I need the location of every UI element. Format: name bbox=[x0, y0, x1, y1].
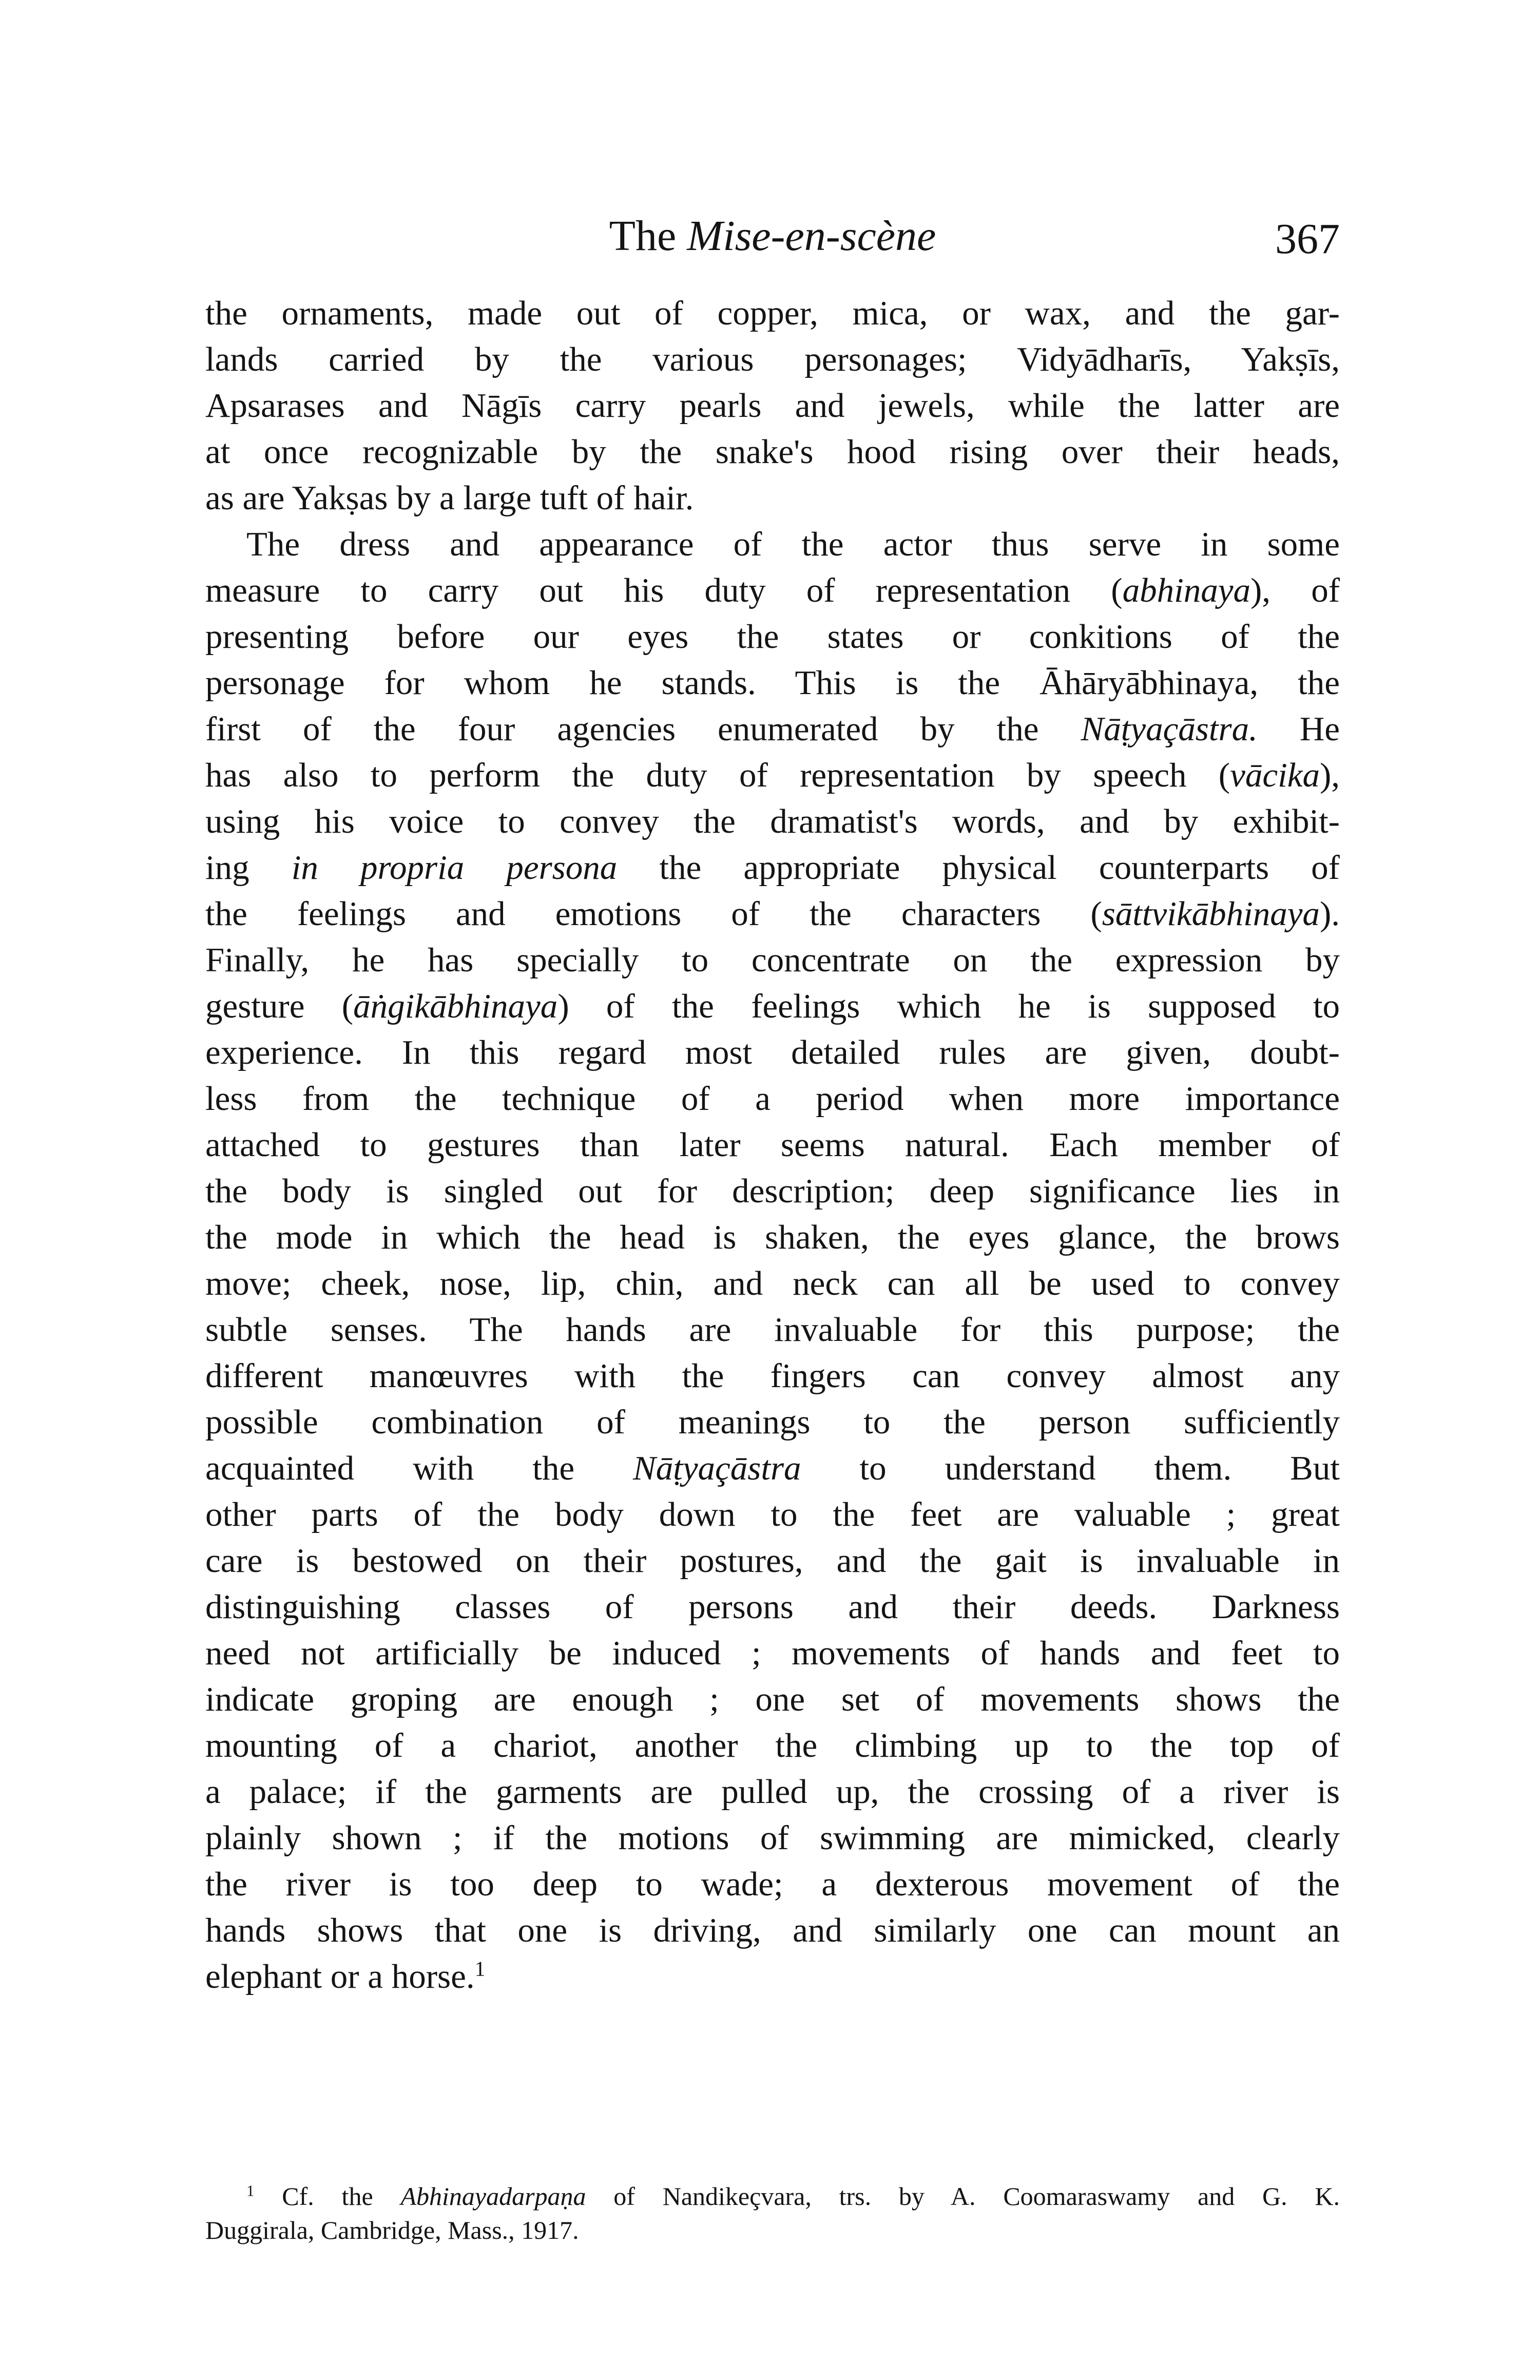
text-line bbox=[205, 521, 1340, 567]
text-run: The dress and appearance of the actor thus serve in some bbox=[246, 525, 1340, 563]
text-line bbox=[205, 706, 1340, 752]
text-line bbox=[205, 1029, 1340, 1076]
text-line bbox=[205, 1953, 1340, 2000]
text-run: plainly shown ; if the motions of swimming are mimicked, clearly bbox=[205, 1819, 1340, 1857]
text-line bbox=[205, 1584, 1340, 1630]
running-title bbox=[205, 205, 1340, 267]
footnote-marker: 1 bbox=[246, 2181, 255, 2200]
text-run: a palace; if the garments are pulled up, the crossing of a river is bbox=[205, 1773, 1340, 1811]
text-run: hands shows that one is driving, and similarly one can mount an bbox=[205, 1911, 1340, 1949]
text-line bbox=[205, 336, 1340, 382]
text-line bbox=[205, 1815, 1340, 1861]
text-line bbox=[205, 798, 1340, 844]
text-run: first of the four agencies enumerated by the bbox=[205, 710, 1081, 748]
italic-term: Abhinayadarpaṇa bbox=[400, 2182, 586, 2211]
text-line bbox=[205, 752, 1340, 798]
text-line bbox=[205, 1861, 1340, 1907]
text-run: of Nandikeçvara, trs. by A. Coomaraswamy and G. K. bbox=[586, 2182, 1340, 2211]
text-run: has also to perform the duty of representation by speech ( bbox=[205, 756, 1230, 794]
text-line bbox=[205, 937, 1340, 983]
text-run: Duggirala, Cambridge, Mass., 1917. bbox=[205, 2216, 579, 2244]
text-run: at once recognizable by the snake's hood rising over their heads, bbox=[205, 433, 1340, 471]
text-line bbox=[205, 613, 1340, 660]
text-run: lands carried by the various personages; Vidyādharīs, Yakṣīs, bbox=[205, 340, 1340, 378]
text-run: acquainted with the bbox=[205, 1449, 633, 1487]
text-line bbox=[205, 1122, 1340, 1168]
page-number: 367 bbox=[1275, 215, 1340, 263]
text-run: indicate groping are enough ; one set of movements shows the bbox=[205, 1680, 1340, 1718]
text-run: ) of the feelings which he is supposed to bbox=[557, 987, 1340, 1025]
text-line bbox=[205, 1168, 1340, 1214]
text-run: ). bbox=[1319, 895, 1340, 933]
footnote bbox=[205, 2179, 1340, 2247]
text-line bbox=[205, 475, 1340, 521]
italic-term: in propria persona bbox=[291, 849, 618, 887]
text-line bbox=[205, 1538, 1340, 1584]
text-line bbox=[205, 567, 1340, 613]
text-run: subtle senses. The hands are invaluable for this purpose; the bbox=[205, 1311, 1340, 1349]
text-run: the feelings and emotions of the characters ( bbox=[205, 895, 1102, 933]
italic-term: Nāṭyaçāstra. bbox=[1081, 710, 1258, 748]
text-run: attached to gestures than later seems natural. Each member of bbox=[205, 1126, 1340, 1164]
text-line bbox=[205, 429, 1340, 475]
text-run: the river is too deep to wade; a dexterous movement of the bbox=[205, 1865, 1340, 1903]
text-run: experience. In this regard most detailed rules are given, doubt- bbox=[205, 1033, 1340, 1071]
text-run: using his voice to convey the dramatist's words, and by exhibit- bbox=[205, 802, 1340, 840]
text-line bbox=[205, 660, 1340, 706]
text-run: the body is singled out for description; deep significance lies in bbox=[205, 1172, 1340, 1210]
text-run: ), bbox=[1319, 756, 1340, 794]
text-line bbox=[205, 1214, 1340, 1260]
text-run: ing bbox=[205, 849, 292, 887]
text-run: the appropriate physical counterparts of bbox=[617, 849, 1340, 887]
text-run: other parts of the body down to the feet are valuable ; great bbox=[205, 1495, 1340, 1533]
text-run: possible combination of meanings to the person sufficiently bbox=[205, 1403, 1340, 1441]
italic-term: abhinaya bbox=[1122, 571, 1250, 609]
text-run: ), of bbox=[1250, 571, 1340, 609]
text-run: to understand them. But bbox=[801, 1449, 1340, 1487]
text-run: need not artificially be induced ; movements of hands and feet to bbox=[205, 1634, 1340, 1672]
text-run: measure to carry out his duty of representation ( bbox=[205, 571, 1123, 609]
text-run: He bbox=[1257, 710, 1340, 748]
text-line bbox=[205, 891, 1340, 937]
italic-term: āṅgikābhinaya bbox=[353, 987, 558, 1025]
running-title-prefix: The bbox=[609, 212, 687, 260]
text-run: Apsarases and Nāgīs carry pearls and jewels, while the latter are bbox=[205, 387, 1340, 425]
text-run: different manœuvres with the fingers can convey almost any bbox=[205, 1357, 1340, 1395]
text-line bbox=[205, 1260, 1340, 1307]
text-run: less from the technique of a period when more importance bbox=[205, 1080, 1340, 1118]
footnote-marker: 1 bbox=[474, 1956, 486, 1981]
text-line bbox=[205, 1353, 1340, 1399]
body-text bbox=[205, 290, 1340, 2000]
text-run: personage for whom he stands. This is the Āhāryābhinaya, the bbox=[205, 664, 1340, 702]
text-line bbox=[205, 1630, 1340, 1676]
text-run: the mode in which the head is shaken, the eyes glance, the brows bbox=[205, 1218, 1340, 1256]
text-line bbox=[205, 1722, 1340, 1769]
text-run: distinguishing classes of persons and their deeds. Darkness bbox=[205, 1588, 1340, 1626]
text-run: Cf. the bbox=[254, 2182, 401, 2211]
text-line bbox=[205, 1445, 1340, 1491]
text-line bbox=[205, 1307, 1340, 1353]
text-run: presenting before our eyes the states or conkitions of the bbox=[205, 618, 1340, 656]
running-title-italic: Mise-en-scène bbox=[687, 212, 936, 260]
text-run: mounting of a chariot, another the climbing up to the top of bbox=[205, 1726, 1340, 1764]
text-run: Finally, he has specially to concentrate on the expression by bbox=[205, 941, 1340, 979]
text-run: gesture ( bbox=[205, 987, 354, 1025]
text-line bbox=[205, 1491, 1340, 1538]
text-line bbox=[205, 1907, 1340, 1953]
text-line bbox=[205, 1769, 1340, 1815]
footnote-line bbox=[205, 2179, 1340, 2213]
text-line bbox=[205, 290, 1340, 336]
italic-term: sāttvikābhinaya bbox=[1102, 895, 1320, 933]
text-line bbox=[205, 1676, 1340, 1722]
text-line bbox=[205, 1076, 1340, 1122]
text-run: as are Yakṣas by a large tuft of hair. bbox=[205, 479, 694, 517]
italic-term: vācika bbox=[1230, 756, 1320, 794]
running-head bbox=[205, 205, 1340, 267]
text-run: the ornaments, made out of copper, mica, or wax, and the gar- bbox=[205, 294, 1340, 332]
text-line bbox=[205, 382, 1340, 429]
text-run: care is bestowed on their postures, and the gait is invaluable in bbox=[205, 1542, 1340, 1580]
italic-term: Nāṭyaçāstra bbox=[633, 1449, 801, 1487]
text-run: move; cheek, nose, lip, chin, and neck can all be used to convey bbox=[205, 1264, 1340, 1302]
text-run: elephant or a horse. bbox=[205, 1957, 475, 1995]
text-line bbox=[205, 844, 1340, 891]
text-line bbox=[205, 983, 1340, 1029]
text-line bbox=[205, 1399, 1340, 1445]
footnote-line bbox=[205, 2213, 1340, 2247]
